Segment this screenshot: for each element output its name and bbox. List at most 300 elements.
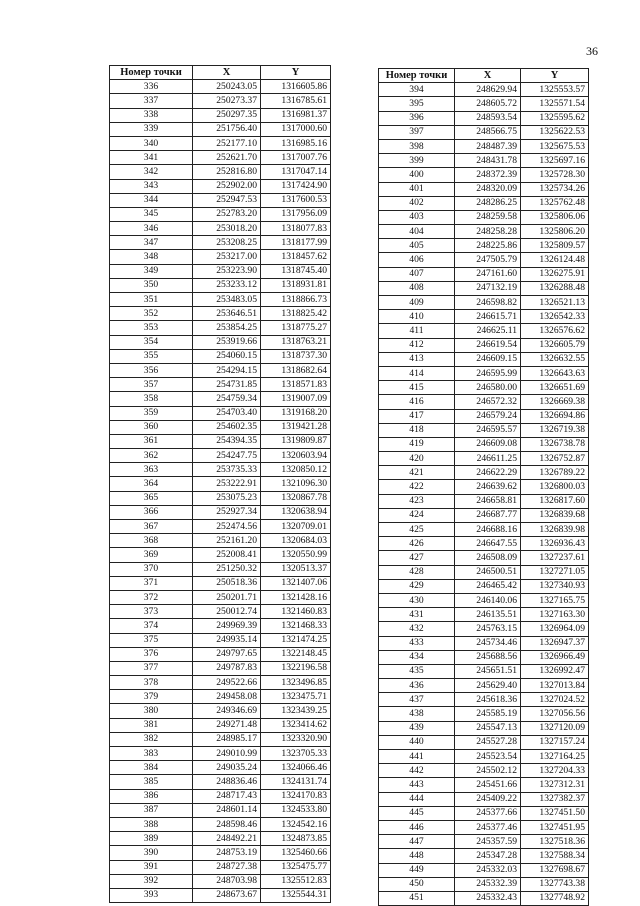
point-number-cell: 356 — [110, 363, 193, 377]
table-row — [110, 690, 331, 704]
x-coordinate-cell: 250012.74 — [193, 605, 261, 619]
table-row — [110, 732, 331, 746]
point-number-cell: 346 — [110, 222, 193, 236]
point-number-cell: 427 — [379, 551, 455, 565]
y-coordinate-cell: 1316985.16 — [261, 136, 331, 150]
x-coordinate-cell: 246619.54 — [455, 338, 521, 352]
point-number-cell: 392 — [110, 874, 193, 888]
y-coordinate-cell: 1326694.86 — [521, 409, 589, 423]
x-coordinate-cell: 249787.83 — [193, 661, 261, 675]
point-number-cell: 431 — [379, 608, 455, 622]
y-coordinate-cell: 1327204.33 — [521, 764, 589, 778]
table-row — [379, 877, 589, 891]
y-coordinate-cell: 1325806.06 — [521, 210, 589, 224]
x-coordinate-cell: 253233.12 — [193, 278, 261, 292]
coordinates-table-right — [378, 68, 589, 906]
y-coordinate-cell: 1318077.83 — [261, 222, 331, 236]
y-coordinate-cell: 1325475.77 — [261, 860, 331, 874]
y-coordinate-cell: 1318737.30 — [261, 349, 331, 363]
point-number-cell: 420 — [379, 452, 455, 466]
x-coordinate-cell: 245377.46 — [455, 820, 521, 834]
x-coordinate-cell: 253919.66 — [193, 335, 261, 349]
point-number-cell: 440 — [379, 735, 455, 749]
table-row — [110, 477, 331, 491]
y-coordinate-cell: 1318866.73 — [261, 293, 331, 307]
x-coordinate-cell: 245618.36 — [455, 693, 521, 707]
y-coordinate-cell: 1326800.03 — [521, 480, 589, 494]
x-coordinate-cell: 253222.91 — [193, 477, 261, 491]
y-coordinate-cell: 1326936.43 — [521, 537, 589, 551]
table-row — [110, 747, 331, 761]
point-number-cell: 426 — [379, 537, 455, 551]
x-coordinate-cell: 253223.90 — [193, 264, 261, 278]
point-number-cell: 383 — [110, 747, 193, 761]
x-coordinate-cell: 253208.25 — [193, 236, 261, 250]
y-coordinate-cell: 1317000.60 — [261, 122, 331, 136]
table-row — [110, 520, 331, 534]
x-coordinate-cell: 246688.16 — [455, 523, 521, 537]
x-coordinate-cell: 251250.32 — [193, 562, 261, 576]
table-row — [110, 647, 331, 661]
point-number-cell: 416 — [379, 395, 455, 409]
x-coordinate-cell: 254060.15 — [193, 349, 261, 363]
point-number-cell: 349 — [110, 264, 193, 278]
point-number-cell: 405 — [379, 239, 455, 253]
point-number-cell: 358 — [110, 392, 193, 406]
table-row — [110, 236, 331, 250]
y-coordinate-cell: 1326752.87 — [521, 452, 589, 466]
x-coordinate-cell: 245734.46 — [455, 636, 521, 650]
point-number-cell: 359 — [110, 406, 193, 420]
table-row — [379, 820, 589, 834]
x-coordinate-cell: 252008.41 — [193, 548, 261, 562]
point-number-cell: 371 — [110, 576, 193, 590]
table-row — [110, 846, 331, 860]
y-coordinate-cell: 1325622.53 — [521, 125, 589, 139]
x-coordinate-cell: 252177.10 — [193, 136, 261, 150]
x-coordinate-cell: 248703.98 — [193, 874, 261, 888]
point-number-cell: 421 — [379, 466, 455, 480]
point-number-cell: 389 — [110, 832, 193, 846]
y-coordinate-cell: 1326643.63 — [521, 366, 589, 380]
point-number-cell: 415 — [379, 381, 455, 395]
x-coordinate-cell: 247505.79 — [455, 253, 521, 267]
table-row — [110, 704, 331, 718]
y-coordinate-cell: 1316981.37 — [261, 108, 331, 122]
x-coordinate-cell: 246609.08 — [455, 437, 521, 451]
y-coordinate-cell: 1325512.83 — [261, 874, 331, 888]
x-coordinate-cell: 248717.43 — [193, 789, 261, 803]
y-coordinate-cell: 1317047.14 — [261, 165, 331, 179]
point-number-cell: 345 — [110, 207, 193, 221]
x-coordinate-cell: 252816.80 — [193, 165, 261, 179]
point-number-cell: 444 — [379, 792, 455, 806]
y-coordinate-cell: 1327698.67 — [521, 863, 589, 877]
table-row — [379, 338, 589, 352]
y-coordinate-cell: 1324533.80 — [261, 803, 331, 817]
table-row — [379, 750, 589, 764]
x-coordinate-cell: 245527.28 — [455, 735, 521, 749]
point-number-cell: 343 — [110, 179, 193, 193]
table-row — [379, 849, 589, 863]
y-coordinate-cell: 1321428.16 — [261, 590, 331, 604]
table-row — [110, 406, 331, 420]
point-number-cell: 338 — [110, 108, 193, 122]
y-coordinate-cell: 1326605.79 — [521, 338, 589, 352]
point-number-cell: 381 — [110, 718, 193, 732]
y-coordinate-cell: 1319168.20 — [261, 406, 331, 420]
y-coordinate-cell: 1327013.84 — [521, 679, 589, 693]
y-coordinate-cell: 1327056.56 — [521, 707, 589, 721]
table-row — [379, 707, 589, 721]
table-row — [379, 352, 589, 366]
x-coordinate-cell: 249969.39 — [193, 619, 261, 633]
table-row — [110, 548, 331, 562]
x-coordinate-cell: 245585.19 — [455, 707, 521, 721]
point-number-cell: 434 — [379, 650, 455, 664]
x-coordinate-cell: 245688.56 — [455, 650, 521, 664]
point-number-cell: 370 — [110, 562, 193, 576]
x-coordinate-cell: 245332.43 — [455, 891, 521, 905]
table-row — [110, 463, 331, 477]
y-coordinate-cell: 1326738.78 — [521, 437, 589, 451]
table-row — [110, 80, 331, 94]
point-number-cell: 341 — [110, 151, 193, 165]
y-coordinate-cell: 1318177.99 — [261, 236, 331, 250]
header-point-number: Номер точки — [379, 69, 455, 83]
point-number-cell: 366 — [110, 505, 193, 519]
x-coordinate-cell: 250273.37 — [193, 94, 261, 108]
y-coordinate-cell: 1320638.94 — [261, 505, 331, 519]
point-number-cell: 429 — [379, 579, 455, 593]
point-number-cell: 375 — [110, 633, 193, 647]
x-coordinate-cell: 246647.55 — [455, 537, 521, 551]
table-row — [379, 551, 589, 565]
point-number-cell: 411 — [379, 324, 455, 338]
y-coordinate-cell: 1326947.37 — [521, 636, 589, 650]
y-coordinate-cell: 1325571.54 — [521, 97, 589, 111]
table-row — [110, 789, 331, 803]
x-coordinate-cell: 248492.21 — [193, 832, 261, 846]
point-number-cell: 407 — [379, 267, 455, 281]
point-number-cell: 337 — [110, 94, 193, 108]
y-coordinate-cell: 1325697.16 — [521, 154, 589, 168]
y-coordinate-cell: 1327382.37 — [521, 792, 589, 806]
y-coordinate-cell: 1322148.45 — [261, 647, 331, 661]
table-row — [110, 363, 331, 377]
table-row — [110, 817, 331, 831]
x-coordinate-cell: 245763.15 — [455, 622, 521, 636]
y-coordinate-cell: 1320513.37 — [261, 562, 331, 576]
x-coordinate-cell: 248431.78 — [455, 154, 521, 168]
point-number-cell: 365 — [110, 491, 193, 505]
point-number-cell: 432 — [379, 622, 455, 636]
x-coordinate-cell: 250297.35 — [193, 108, 261, 122]
x-coordinate-cell: 248629.94 — [455, 83, 521, 97]
point-number-cell: 437 — [379, 693, 455, 707]
table-row — [379, 537, 589, 551]
table-row — [379, 494, 589, 508]
y-coordinate-cell: 1319007.09 — [261, 392, 331, 406]
y-coordinate-cell: 1325544.31 — [261, 888, 331, 902]
table-row — [110, 860, 331, 874]
table-row — [110, 193, 331, 207]
point-number-cell: 413 — [379, 352, 455, 366]
x-coordinate-cell: 252947.53 — [193, 193, 261, 207]
x-coordinate-cell: 248320.09 — [455, 182, 521, 196]
point-number-cell: 409 — [379, 296, 455, 310]
x-coordinate-cell: 253735.33 — [193, 463, 261, 477]
point-number-cell: 399 — [379, 154, 455, 168]
table-row — [379, 508, 589, 522]
table-row — [379, 196, 589, 210]
point-number-cell: 402 — [379, 196, 455, 210]
table-row — [379, 764, 589, 778]
x-coordinate-cell: 246580.00 — [455, 381, 521, 395]
x-coordinate-cell: 253646.51 — [193, 307, 261, 321]
table-row — [110, 874, 331, 888]
header-y: Y — [521, 69, 589, 83]
point-number-cell: 380 — [110, 704, 193, 718]
table-row — [379, 296, 589, 310]
table-row — [379, 593, 589, 607]
y-coordinate-cell: 1325553.57 — [521, 83, 589, 97]
x-coordinate-cell: 250518.36 — [193, 576, 261, 590]
table-header-row — [379, 69, 589, 83]
point-number-cell: 450 — [379, 877, 455, 891]
table-row — [110, 803, 331, 817]
x-coordinate-cell: 254394.35 — [193, 434, 261, 448]
x-coordinate-cell: 246508.09 — [455, 551, 521, 565]
y-coordinate-cell: 1326669.38 — [521, 395, 589, 409]
point-number-cell: 430 — [379, 593, 455, 607]
x-coordinate-cell: 251756.40 — [193, 122, 261, 136]
table-row — [110, 590, 331, 604]
point-number-cell: 435 — [379, 664, 455, 678]
point-number-cell: 451 — [379, 891, 455, 905]
x-coordinate-cell: 246615.71 — [455, 310, 521, 324]
table-row — [379, 395, 589, 409]
x-coordinate-cell: 245332.39 — [455, 877, 521, 891]
table-row — [379, 423, 589, 437]
table-row — [379, 324, 589, 338]
x-coordinate-cell: 254759.34 — [193, 392, 261, 406]
table-row — [110, 94, 331, 108]
table-row — [379, 139, 589, 153]
header-point-number: Номер точки — [110, 66, 193, 80]
table-row — [379, 693, 589, 707]
y-coordinate-cell: 1318825.42 — [261, 307, 331, 321]
x-coordinate-cell: 253217.00 — [193, 250, 261, 264]
point-number-cell: 423 — [379, 494, 455, 508]
point-number-cell: 418 — [379, 423, 455, 437]
point-number-cell: 448 — [379, 849, 455, 863]
point-number-cell: 447 — [379, 835, 455, 849]
table-row — [110, 576, 331, 590]
header-y: Y — [261, 66, 331, 80]
y-coordinate-cell: 1321460.83 — [261, 605, 331, 619]
point-number-cell: 348 — [110, 250, 193, 264]
x-coordinate-cell: 245502.12 — [455, 764, 521, 778]
y-coordinate-cell: 1316785.61 — [261, 94, 331, 108]
point-number-cell: 398 — [379, 139, 455, 153]
table-header-row — [110, 66, 331, 80]
x-coordinate-cell: 245547.13 — [455, 721, 521, 735]
point-number-cell: 347 — [110, 236, 193, 250]
point-number-cell: 436 — [379, 679, 455, 693]
point-number-cell: 414 — [379, 366, 455, 380]
x-coordinate-cell: 252474.56 — [193, 520, 261, 534]
point-number-cell: 396 — [379, 111, 455, 125]
point-number-cell: 441 — [379, 750, 455, 764]
x-coordinate-cell: 253075.23 — [193, 491, 261, 505]
table-row — [379, 835, 589, 849]
point-number-cell: 384 — [110, 761, 193, 775]
point-number-cell: 439 — [379, 721, 455, 735]
point-number-cell: 445 — [379, 806, 455, 820]
point-number-cell: 424 — [379, 508, 455, 522]
x-coordinate-cell: 250201.71 — [193, 590, 261, 604]
table-row — [379, 97, 589, 111]
y-coordinate-cell: 1325762.48 — [521, 196, 589, 210]
x-coordinate-cell: 245377.66 — [455, 806, 521, 820]
y-coordinate-cell: 1325595.62 — [521, 111, 589, 125]
x-coordinate-cell: 246609.15 — [455, 352, 521, 366]
table-row — [110, 207, 331, 221]
y-coordinate-cell: 1318931.81 — [261, 278, 331, 292]
x-coordinate-cell: 245332.03 — [455, 863, 521, 877]
point-number-cell: 410 — [379, 310, 455, 324]
point-number-cell: 352 — [110, 307, 193, 321]
y-coordinate-cell: 1318682.64 — [261, 363, 331, 377]
table-row — [379, 366, 589, 380]
y-coordinate-cell: 1321096.30 — [261, 477, 331, 491]
point-number-cell: 364 — [110, 477, 193, 491]
x-coordinate-cell: 254731.85 — [193, 378, 261, 392]
y-coordinate-cell: 1320850.12 — [261, 463, 331, 477]
point-number-cell: 394 — [379, 83, 455, 97]
table-row — [379, 154, 589, 168]
y-coordinate-cell: 1316605.86 — [261, 80, 331, 94]
y-coordinate-cell: 1326817.60 — [521, 494, 589, 508]
table-row — [379, 891, 589, 905]
y-coordinate-cell: 1326651.69 — [521, 381, 589, 395]
y-coordinate-cell: 1326576.62 — [521, 324, 589, 338]
x-coordinate-cell: 246639.62 — [455, 480, 521, 494]
point-number-cell: 360 — [110, 420, 193, 434]
x-coordinate-cell: 246579.24 — [455, 409, 521, 423]
table-row — [379, 778, 589, 792]
x-coordinate-cell: 245347.28 — [455, 849, 521, 863]
point-number-cell: 422 — [379, 480, 455, 494]
point-number-cell: 378 — [110, 676, 193, 690]
table-row — [110, 122, 331, 136]
x-coordinate-cell: 254294.15 — [193, 363, 261, 377]
coordinates-table-left — [109, 65, 331, 903]
y-coordinate-cell: 1320684.03 — [261, 534, 331, 548]
point-number-cell: 428 — [379, 565, 455, 579]
table-row — [379, 111, 589, 125]
y-coordinate-cell: 1326839.98 — [521, 523, 589, 537]
x-coordinate-cell: 248258.28 — [455, 225, 521, 239]
y-coordinate-cell: 1324542.16 — [261, 817, 331, 831]
x-coordinate-cell: 246687.77 — [455, 508, 521, 522]
table-row — [110, 761, 331, 775]
table-row — [110, 888, 331, 902]
table-row — [110, 534, 331, 548]
point-number-cell: 355 — [110, 349, 193, 363]
x-coordinate-cell: 248753.19 — [193, 846, 261, 860]
y-coordinate-cell: 1323414.62 — [261, 718, 331, 732]
point-number-cell: 367 — [110, 520, 193, 534]
y-coordinate-cell: 1320603.94 — [261, 449, 331, 463]
point-number-cell: 388 — [110, 817, 193, 831]
table-row — [379, 225, 589, 239]
page-number: 36 — [586, 44, 598, 58]
x-coordinate-cell: 249010.99 — [193, 747, 261, 761]
point-number-cell: 357 — [110, 378, 193, 392]
point-number-cell: 377 — [110, 661, 193, 675]
table-row — [110, 250, 331, 264]
table-row — [110, 633, 331, 647]
x-coordinate-cell: 248985.17 — [193, 732, 261, 746]
y-coordinate-cell: 1326839.68 — [521, 508, 589, 522]
table-row — [379, 806, 589, 820]
y-coordinate-cell: 1323320.90 — [261, 732, 331, 746]
point-number-cell: 387 — [110, 803, 193, 817]
y-coordinate-cell: 1327748.92 — [521, 891, 589, 905]
table-row — [379, 735, 589, 749]
point-number-cell: 395 — [379, 97, 455, 111]
y-coordinate-cell: 1326789.22 — [521, 466, 589, 480]
y-coordinate-cell: 1323496.85 — [261, 676, 331, 690]
y-coordinate-cell: 1322196.58 — [261, 661, 331, 675]
point-number-cell: 391 — [110, 860, 193, 874]
x-coordinate-cell: 246135.51 — [455, 608, 521, 622]
point-number-cell: 449 — [379, 863, 455, 877]
table-row — [110, 676, 331, 690]
table-row — [379, 437, 589, 451]
y-coordinate-cell: 1321407.06 — [261, 576, 331, 590]
x-coordinate-cell: 248601.14 — [193, 803, 261, 817]
table-row — [379, 636, 589, 650]
table-row — [110, 562, 331, 576]
y-coordinate-cell: 1326719.38 — [521, 423, 589, 437]
point-number-cell: 363 — [110, 463, 193, 477]
y-coordinate-cell: 1323705.33 — [261, 747, 331, 761]
table-row — [379, 452, 589, 466]
table-row — [379, 565, 589, 579]
y-coordinate-cell: 1325728.30 — [521, 168, 589, 182]
x-coordinate-cell: 253854.25 — [193, 321, 261, 335]
x-coordinate-cell: 246572.32 — [455, 395, 521, 409]
x-coordinate-cell: 246625.11 — [455, 324, 521, 338]
point-number-cell: 397 — [379, 125, 455, 139]
point-number-cell: 386 — [110, 789, 193, 803]
y-coordinate-cell: 1324131.74 — [261, 775, 331, 789]
x-coordinate-cell: 248598.46 — [193, 817, 261, 831]
x-coordinate-cell: 248487.39 — [455, 139, 521, 153]
y-coordinate-cell: 1325734.26 — [521, 182, 589, 196]
point-number-cell: 390 — [110, 846, 193, 860]
table-row — [379, 267, 589, 281]
x-coordinate-cell: 246595.57 — [455, 423, 521, 437]
y-coordinate-cell: 1326542.33 — [521, 310, 589, 324]
y-coordinate-cell: 1319809.87 — [261, 434, 331, 448]
table-row — [110, 108, 331, 122]
point-number-cell: 425 — [379, 523, 455, 537]
point-number-cell: 404 — [379, 225, 455, 239]
